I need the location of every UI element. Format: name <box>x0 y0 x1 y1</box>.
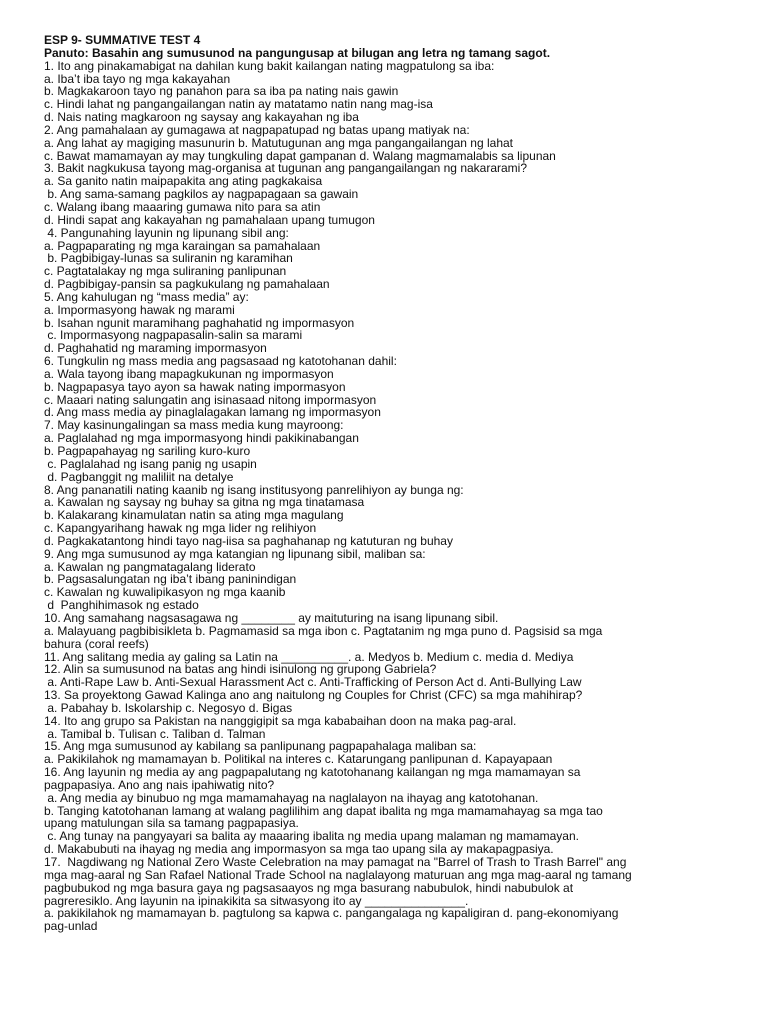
text-line: d. Pagkakatantong hindi tayo nag-iisa sa paghahanap ng katuturan ng buhay <box>44 533 453 548</box>
text-line: c. Pagtatalakay ng mga suliraning panlipunan <box>44 264 287 279</box>
text-line: b. Kalakarang kinamulatan natin sa ating mga magulang <box>44 508 344 523</box>
text-line: pag-unlad <box>44 919 98 934</box>
text-line: d. Ang mass media ay pinaglalagakan lamang ng impormasyon <box>44 405 381 420</box>
text-line: 6. Tungkulin ng mass media ang pagsasaad ng katotohanan dahil: <box>44 354 397 369</box>
text-line: 2. Ang pamahalaan ay gumagawa at nagpapatupad ng batas upang matiyak na: <box>44 122 470 137</box>
text-line: c. Maaari nating salungatin ang isinasaad nitong impormasyon <box>44 392 377 407</box>
text-line: a. Iba’t iba tayo ng mga kakayahan <box>44 71 231 86</box>
test-document <box>44 34 734 933</box>
text-line: mga mag-aaral ng San Rafael National Trade School na naglalayong maturuan ang mga mag-aaral ng tamang <box>44 867 632 882</box>
text-line: b. Pagpapahayag ng sariling kuro-kuro <box>44 444 251 458</box>
text-line: 9. Ang mga sumusunod ay mga katangian ng lipunang sibil, maliban sa: <box>44 546 426 561</box>
text-line: d. Hindi sapat ang kakayahan ng pamahalaan upang tumugon <box>44 212 375 227</box>
text-line: pagpapasiya. Ano ang nais ipahiwatig nito? <box>44 777 275 792</box>
text-line: c. Paglalahad ng isang panig ng usapin <box>44 456 257 471</box>
text-line: a. Ang lahat ay magiging masunurin b. Matutugunan ang mga pangangailangan ng lahat <box>44 135 514 150</box>
text-line: 15. Ang mga sumusunod ay kabilang sa panlipunang pagpapahalaga maliban sa: <box>44 739 477 754</box>
text-line: 11. Ang salitang media ay galing sa Latin na __________. a. Medyos b. Medium c. media d. Mediya <box>44 649 574 664</box>
text-line: 3. Bakit nagkukusa tayong mag-organisa at tugunan ang pangangailangan ng nakararami? <box>44 161 528 176</box>
text-line: c. Ang tunay na pangyayari sa balita ay maaaring ibalita ng media upang malaman ng mamamayan. <box>44 829 579 844</box>
question-list <box>44 60 734 933</box>
text-line: a. Malayuang pagbibisikleta b. Pagmamasid sa mga ibon c. Pagtatanim ng mga puno d. Pagsisid sa mga <box>44 623 603 638</box>
text-line: a. Sa ganito natin maipapakita ang ating pagkakaisa <box>44 174 323 189</box>
text-line: d Panghihimasok ng estado <box>44 598 199 613</box>
text-line: c. Walang ibang maaaring gumawa nito para sa atin <box>44 199 321 214</box>
text-line: b. Isahan ngunit maramihang paghahatid ng impormasyon <box>44 315 355 330</box>
text-line: a. Pagpaparating ng mga karaingan sa pamahalaan <box>44 238 321 253</box>
text-line: c. Bawat mamamayan ay may tungkuling dapat gampanan d. Walang magmamalabis sa lipunan <box>44 148 556 163</box>
text-line: a. Pabahay b. Iskolarship c. Negosyo d. Bigas <box>44 700 293 715</box>
text-line: a. Wala tayong ibang mapagkukunan ng impormasyon <box>44 366 334 381</box>
text-line: c. Hindi lahat ng pangangailangan natin ay matatamo natin nang mag-isa <box>44 97 433 112</box>
text-line: 13. Sa proyektong Gawad Kalinga ano ang naitulong ng Couples for Christ (CFC) sa mga mahihirap? <box>44 688 583 703</box>
text-line: d. Nais nating magkaroon ng saysay ang kakayahan ng iba <box>44 110 359 125</box>
text-line: 7. May kasinungalingan sa mass media kung mayroong: <box>44 418 344 433</box>
text-line: 12. Alin sa sumusunod na batas ang hindi isinulong ng grupong Gabriela? <box>44 662 437 677</box>
text-line: 5. Ang kahulugan ng “mass media” ay: <box>44 289 249 304</box>
text-line: b. Pagbibigay-lunas sa suliranin ng karamihan <box>44 251 293 266</box>
text-line: a. Impormasyong hawak ng marami <box>44 302 235 317</box>
text-line: 4. Pangunahing layunin ng lipunang sibil ang: <box>44 225 289 240</box>
text-line: d. Makabubuti na ihayag ng media ang impormasyon sa mga tao upang sila ay makapagpasiya. <box>44 842 554 857</box>
text-line: c. Kapangyarihang hawak ng mga lider ng relihiyon <box>44 521 317 536</box>
text-line: a. Pakikilahok ng mamamayan b. Politikal na interes c. Katarungang panlipunan d. Kapayapaan <box>44 752 553 767</box>
text-line: b. Magkakaroon tayo ng panahon para sa iba pa nating nais gawin <box>44 84 399 99</box>
text-line: a. Kawalan ng saysay ng buhay sa gitna ng mga tinatamasa <box>44 495 365 510</box>
directions: Panuto: Basahin ang sumusunod na pangungusap at bilugan ang letra ng tamang sagot. <box>44 45 551 60</box>
text-line: a. Tamibal b. Tulisan c. Taliban d. Talman <box>44 726 266 741</box>
text-line: a. Anti-Rape Law b. Anti-Sexual Harassment Act c. Anti-Trafficking of Person Act d. Anti-Bullying Law <box>44 675 582 690</box>
text-line: a. Paglalahad ng mga impormasyong hindi pakikinabangan <box>44 431 359 446</box>
text-line: 14. Ito ang grupo sa Pakistan na nanggigipit sa mga kababaihan doon na maka pag-aral. <box>44 713 517 728</box>
text-line: d. Pagbibigay-pansin sa pagkukulang ng pamahalaan <box>44 277 330 292</box>
text-line: b. Tanging katotohanan lamang at walang paglilihim ang dapat ibalita ng mga mamamahayag sa mga tao <box>44 803 603 818</box>
text-line: pagreresiklo. Ang layunin na ipinakikita sa sitwasyong ito ay _______________. <box>44 893 469 908</box>
text-line: d. Pagbanggit ng maliliit na detalye <box>44 469 234 484</box>
text-line: b. Ang sama-samang pagkilos ay nagpapagaan sa gawain <box>44 187 359 202</box>
text-line: 17. Nagdiwang ng National Zero Waste Celebration na may pamagat na "Barrel of Trash to Trash Barrel" ang <box>44 855 627 869</box>
text-line: 8. Ang pananatili nating kaanib ng isang institusyong panrelihiyon ay bunga ng: <box>44 482 464 497</box>
text-line: 16. Ang layunin ng media ay ang pagpapalutang ng katotohanang kailangan ng mga mamamayan sa <box>44 765 581 780</box>
text-line: c. Kawalan ng kuwalipikasyon ng mga kaanib <box>44 585 286 600</box>
text-line: bahura (coral reefs) <box>44 636 149 651</box>
text-line: a. Ang media ay binubuo ng mga mamamahayag na naglalayon na ihayag ang katotohanan. <box>44 790 539 805</box>
text-line: c. Impormasyong nagpapasalin-salin sa marami <box>44 328 303 343</box>
document-title: ESP 9- SUMMATIVE TEST 4 <box>44 33 201 47</box>
text-line: upang matulungan sila sa tamang pagpapasiya. <box>44 816 299 831</box>
text-line: b. Nagpapasya tayo ayon sa hawak nating impormasyon <box>44 379 346 394</box>
text-line: 1. Ito ang pinakamabigat na dahilan kung bakit kailangan nating magpatulong sa iba: <box>44 58 495 73</box>
text-line: 10. Ang samahang nagsasagawa ng ________ ay maituturing na isang lipunang sibil. <box>44 610 499 625</box>
text-line: pagbubukod ng mga basura gaya ng pagsasaayos ng mga basurang nabubulok, hindi nabubulok at <box>44 880 574 895</box>
text-line: b. Pagsasalungatan ng iba’t ibang paninindigan <box>44 572 297 587</box>
text-line: a. Kawalan ng pangmatagalang liderato <box>44 559 256 574</box>
text-line: d. Paghahatid ng maraming impormasyon <box>44 341 267 356</box>
text-line: a. pakikilahok ng mamamayan b. pagtulong sa kapwa c. pangangalaga ng kapaligiran d. pang-ekonomiyang <box>44 906 619 921</box>
